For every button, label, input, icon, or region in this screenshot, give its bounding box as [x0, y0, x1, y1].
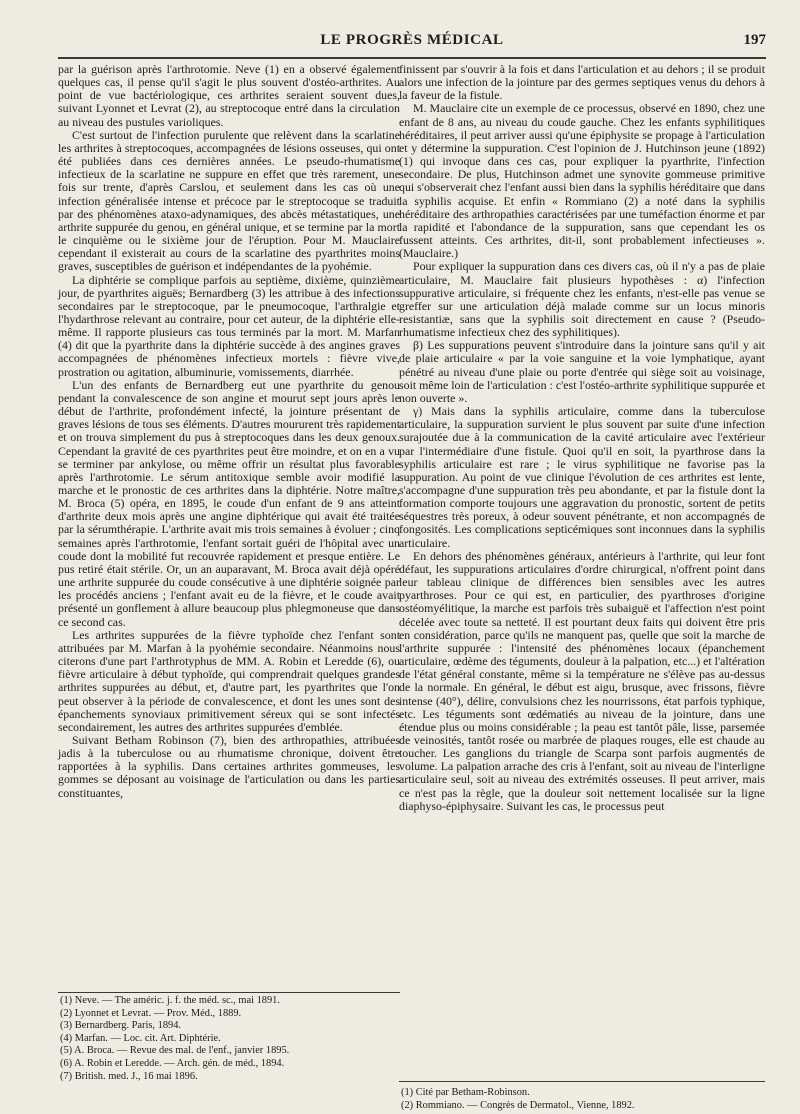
page-header: [58, 32, 766, 54]
footnote: (6) A. Robin et Leredde. — Arch. gén. de méd., 1894.: [60, 1057, 285, 1069]
footnote: (3) Bernardberg. Paris, 1894.: [60, 1020, 182, 1032]
footnote: (2) Rommiano. — Congrès de Dermatol., Vienne, 1892.: [401, 1099, 635, 1111]
right-footnote-rule: [399, 1081, 765, 1082]
paragraph: En dehors des phénomènes généraux, antérieurs à l'arthrite, qui leur font défaut, les suppurations articulaires d'ordre chirurgical, n'offrent point dans leur tableau clinique de différences bien sensibles avec les autres pyarthroses. Pour ce qui est, en particulier, des pyarthroses d'origine ostéomyélitique, la marche est parfois très subaiguë et l'affection n'est point décelée avec toute sa netteté. Il est pourtant deux faits qui doivent être pris en considération, parce qu'ils ne manquent pas, quelle que soit la marche de l'arthrite suppurée : l'intensité des phénomènes locaux (épanchement articulaire, œdème des téguments, douleur à la palpation, etc...) et l'altération de l'état général constante, même si la température ne s'élève pas au-dessus de la normale. En général, le début est aigu, brusque, avec frissons, fièvre intense (40°), délire, convulsions chez les nourrissons, état parfois typhique, etc. Les téguments sont œdématiés au niveau de la jointure, dans une étendue plus ou moins considérable ; la peau est tantôt pâle, lisse, parsemée de veinosités, tantôt rosée ou marbrée de plaques rouges, elle est chaude au toucher. Les ganglions du triangle de Scarpa sont parfois augmentés de volume. La palpation arrache des cris à l'enfant, soit au niveau de l'interligne articulaire seul, soit au niveau des extrémités osseuses. Il peut arriver, mais ce n'est pas la règle, que la douleur soit nettement localisée sur la ligne diaphyso-épiphysaire. Suivant les cas, le processus peut: [399, 548, 765, 813]
footnote: (1) Cité par Betham-Robinson.: [401, 1087, 530, 1098]
paragraph: Suivant Betham Robinson (7), bien des arthropathies, attribuées jadis à la tuberculose ou au rhumatisme chronique, doivent être rapportées à la syphilis. Dans certaines arthrites gommeuses, les gommes se déposant au voisinage de l'articulation ou dans les parties constituantes,: [58, 732, 400, 800]
left-footnote-rule: [58, 992, 400, 993]
footnote: (2) Lyonnet et Levrat. — Prov. Méd., 1889.: [60, 1007, 242, 1019]
paragraph: M. Mauclaire cite un exemple de ce processus, observé en 1890, chez une enfant de 8 ans, au niveau du coude gauche. Chez les enfants syphilitiques héréditaires, il peut arriver aussi qu'une épiphysite se propage à l'articulation et y détermine la suppuration. C'est l'opinion de J. Hutchinson jeune (1892) (1) qui invoque dans ces cas, pour expliquer la pyarthrite, l'infection secondaire. De plus, Hutchinson admet une synovite gommeuse primitive qui s'observerait chez l'enfant aussi bien dans la syphilis héréditaire que dans la syphilis acquise. Et enfin « Rommiano (2) a noté dans la syphilis héréditaire des arthropathies caractérisées par une tuméfaction énorme et par la rapidité et l'abondance de la suppuration, sans que cependant les os fussent atteints. Ces arthrites, dit-il, sont probablement infectieuses ». (Mauclaire.): [399, 101, 765, 261]
paragraph: γ) Mais dans la syphilis articulaire, comme dans la tuberculose articulaire, la suppuration survient le plus souvent par suite d'une infection surajoutée due à la communication de la cavité articulaire avec l'extérieur par l'intermédiaire d'une fistule. Quoi qu'il en soit, la pyarthrose dans la syphilis articulaire est rare ; le virus syphilitique ne favorise pas la suppuration. Au point de vue clinique l'évolution de ces arthrites est lente, s'accompagne d'une suppuration très peu abondante, et par la fistule dont la formation comporte toujours une aggravation du pronostic, sortent de petits séquestres très poreux, à odeur souvent pénétrante, et non accompagnés de fongosités. Les complications septicémiques sont inconnues dans la syphilis articulaire.: [399, 404, 765, 550]
paragraph: La diphtérie se complique parfois au septième, dixième, quinzième jour, de pyarthrites aiguës; Bernardberg (3) les attribue à des infections secondaires par le streptocoque, par le pneumocoque, l'arthralgie et l'hydarthrose relevant au contraire, pour cet auteur, de la diphtérie elle-même. Il rapporte plusieurs cas tous terminés par la mort. M. Marfan (4) dit que la pyarthrite dans la diphtérie succède à des angines graves accompagnées de phénomènes infectieux mortels : fièvre vive, prostration ou agitation, albuminurie, vomissements, diarrhée.: [58, 272, 400, 379]
header-rule: [58, 57, 766, 59]
paragraph: Pour expliquer la suppuration dans ces divers cas, où il n'y a pas de plaie articulaire, M. Mauclaire fait plusieurs hypothèses : α) l'infection suppurative articulaire, si fréquente chez les enfants, n'est-elle pas venue se greffer sur une articulation déjà malade comme sur un locus minoris resistantiæ, sans que la syphilis soit directement en cause ? (Pseudo-rhumatisme infectieux chez des syphilitiques).: [399, 259, 765, 340]
right-column-body: [399, 63, 765, 813]
paragraph: C'est surtout de l'infection purulente que relèvent dans la scarlatine les arthrites à streptocoques, accompagnées de lésions osseuses, qui ont été publiées dans ces dernières années. Le pseudo-rhumatisme infectieux de la scarlatine ne suppure en effet que très rarement, une fois sur trente, d'après Carslou, et seulement dans les cas où une infection généralisée intense et précoce par le streptocoque se traduit par des phénomènes ataxo-adynamiques, des abcès métastatiques, une arthrite suppurée du genou, en général unique, et se termine par la mort le cinquième ou le sixième jour de l'éruption. Pour M. Mauclaire cependant il existerait au cours de la scarlatine des pyarthrites moins graves, susceptibles de guérison et indépendantes de la pyohémie.: [58, 127, 400, 274]
paragraph: finissent par s'ouvrir à la fois et dans l'articulation et au dehors ; il se produit alors une infection de la jointure par des germes septiques venus du dehors à la faveur de la fistule.: [399, 62, 765, 103]
right-column: [399, 62, 765, 1111]
running-title: LE PROGRÈS MÉDICAL: [320, 32, 504, 48]
left-footnotes: [58, 995, 400, 1083]
left-column-body: [58, 63, 400, 800]
footnote: (1) Neve. — The améric. j. f. the méd. sc., mai 1891.: [60, 995, 280, 1006]
footnote: (5) A. Broca. — Revue des mal. de l'enf., janvier 1895.: [60, 1045, 290, 1057]
right-footnotes: [399, 1087, 765, 1112]
paragraph: Les arthrites suppurées de la fièvre typhoïde chez l'enfant sont attribuées par M. Marfan à la pyohémie secondaire. Néanmoins nous citerons d'une part l'arthrotyphus de MM. A. Robin et Leredde (6), ou fièvre articulaire à début typhoïde, qui comprendrait quelques grandes arthrites suppurées au début, et, d'autre part, les pyarthrites que l'on peut observer à la période de convalescence, et dont les unes sont des épanchements synoviaux primitivement séreux qui se sont infectés secondairement, les autres des arthrites suppurées d'emblée.: [58, 627, 400, 734]
footnote: (4) Marfan. — Loc. cit. Art. Diphtérie.: [60, 1032, 221, 1044]
paragraph: par la guérison après l'arthrotomie. Neve (1) en a observé également quelques cas, il pense qu'il s'agit le plus souvent d'ostéo-arthrites. Au point de vue bactériologique, ces arthrites seraient souvent dues, suivant Lyonnet et Levrat (2), au streptocoque entré dans la circulation au niveau des pustules varioliques.: [58, 62, 400, 129]
paragraph: β) Les suppurations peuvent s'introduire dans la jointure sans qu'il y ait de plaie articulaire « par la voie sanguine et la voie lymphatique, ayant pénétré au niveau d'une plaie ou porte d'entrée qui siège soit au voisinage, soit même loin de l'articulation : c'est l'ostéo-arthrite syphilitique suppurée et non ouverte ».: [399, 338, 765, 405]
left-column: [58, 62, 400, 1082]
footnote: (7) British. med. J., 16 mai 1896.: [60, 1070, 198, 1082]
page-number: 197: [743, 32, 766, 48]
paragraph: L'un des enfants de Bernardberg eut une pyarthrite du genou pendant la convalescence de son angine et mourut sept jours après le début de l'arthrite, profondément infecté, la jointure présentant de graves lésions de tous ses éléments. D'autres moururent très rapidement et on trouva simplement du pus à streptocoques dans les deux genoux. Cependant la gravité de ces pyarthrites peut être moindre, et on en a vu se terminer par ankylose, ou même offrir un résultat plus favorable après l'arthrotomie. Le sérum antitoxique semble avoir modifié la marche et le pronostic de ces arthrites dans la diphtérie. Notre maître, M. Broca (5) opéra, en 1895, le coude d'un enfant de 9 ans atteint d'arthrite deux mois après une angine diphtérique qui avait été traitée par la sérumthérapie. L'arthrite avait mis trois semaines à évoluer ; cinq semaines après l'arthrotomie, l'enfant sortait guéri de l'hôpital avec un coude dont la mobilité fut recouvrée rapidement et presque entière. Le pus retiré était stérile. Or, un an auparavant, M. Broca avait déjà opéré une arthrite suppurée du coude consécutive à une diphtérie soignée par les procédés anciens ; l'enfant avait eu de la fièvre, et le coude avait présenté un gonflement à allure beaucoup plus phlegmoneuse que dans ce second cas.: [58, 377, 400, 629]
